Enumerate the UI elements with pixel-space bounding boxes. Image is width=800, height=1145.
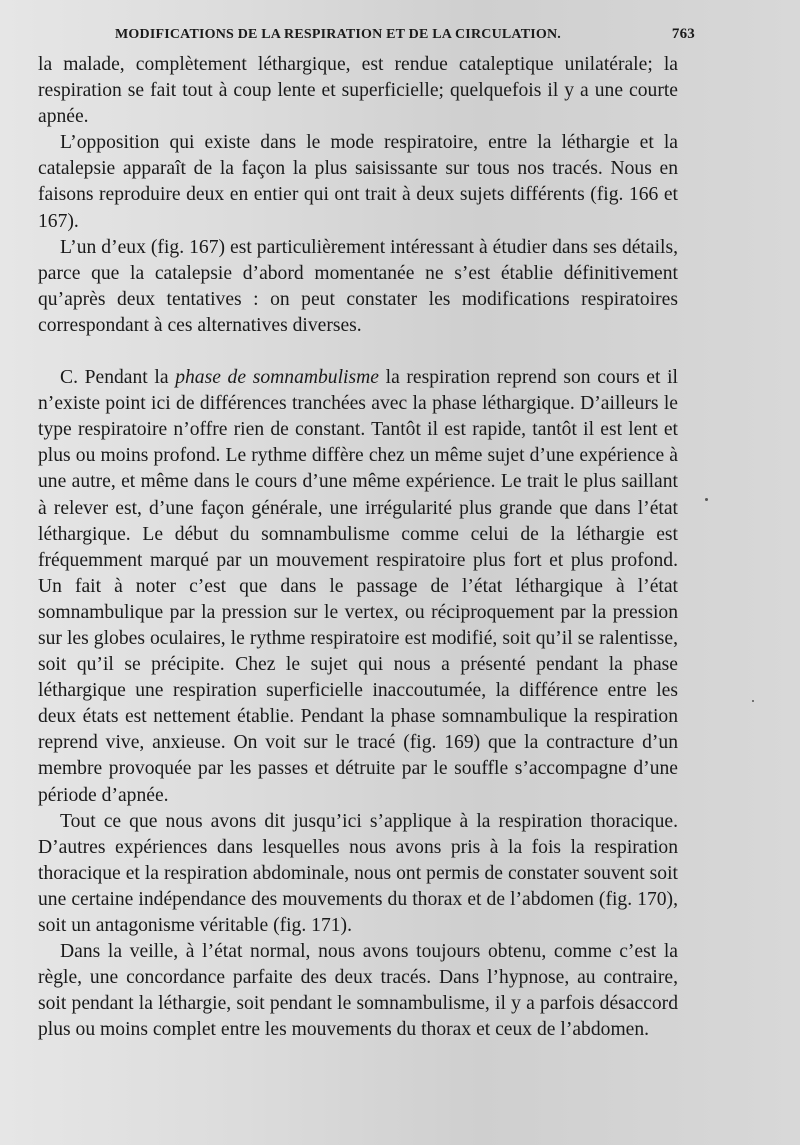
- running-title: MODIFICATIONS DE LA RESPIRATION ET DE LA CIRCULATION.: [115, 27, 561, 42]
- paragraph-4-rest: la respiration reprend son cours et il n’existe point ici de différences tranchées avec la phase léthargique. D’ailleurs le type respiratoire n’offre rien de constant. Tantôt il est rapide, tantôt il est lent et plus ou moins profond. Le rythme diffère chez un même sujet d’une expérience à une autre, et même dans le cours d’une même expérience. Le trait le plus saillant à relever est, d’une façon générale, une irrégularité plus grande que dans l’état léthargique. Le début du somnambulisme comme celui de la léthargie est fréquemment marqué par un mouvement respiratoire plus fort et plus profond. Un fait à noter c’est que dans le passage de l’état léthargique à l’état somnambulique par la pression sur le vertex, ou réciproquement par la pression sur les globes oculaires, le rythme respiratoire est modifié, soit qu’il se ralentisse, soit qu’il se précipite. Chez le sujet qui nous a présenté pendant la phase léthargique une respiration superficielle inaccoutumée, la différence entre les deux états est nettement établie. Pendant la phase somnambulique la respiration reprend vive, anxieuse. On voit sur le tracé (fig. 169) que la contracture d’un membre provoquée par les passes et détruite par le souffle s’accompagne d’une période d’apnée.: [38, 367, 678, 806]
- scan-speck: [705, 498, 708, 501]
- page-number: 763: [671, 26, 695, 42]
- scan-speck: [752, 700, 754, 702]
- paragraph-1: la malade, complètement léthargique, est rendue cataleptique unilatérale; la respiration se fait tout à coup lente et superficielle; quelquefois il y a une courte apnée.: [38, 54, 678, 128]
- paragraph-3: L’un d’eux (fig. 167) est particulièrement intéressant à étudier dans ses détails, parce que la catalepsie d’abord momentanée ne s’est établie définitivement qu’après deux tentatives : on peut constater les modifications respiratoires correspondant à ces alternatives diverses.: [38, 236, 678, 336]
- paragraph-4-emphasis: phase de somnambulisme: [175, 367, 379, 389]
- paragraph-4-lead: C. Pendant la: [60, 367, 176, 389]
- body-text: [38, 52, 678, 1043]
- paragraph-2: L’opposition qui existe dans le mode respiratoire, entre la léthargie et la catalepsie apparaît de la façon la plus saisissante sur tous nos tracés. Nous en faisons reproduire deux en entier qui ont trait à deux sujets différents (fig. 166 et 167).: [38, 132, 678, 232]
- running-header: [115, 26, 695, 43]
- paragraph-6: Dans la veille, à l’état normal, nous avons toujours obtenu, comme c’est la règle, une concordance parfaite des deux tracés. Dans l’hypnose, au contraire, soit pendant la léthargie, soit pendant le somnambulisme, il y a parfois désaccord plus ou moins complet entre les mouvements du thorax et ceux de l’abdomen.: [38, 941, 678, 1041]
- paragraph-4-section-c: [38, 365, 678, 809]
- paragraph-5: Tout ce que nous avons dit jusqu’ici s’applique à la respiration thoracique. D’autres expériences dans lesquelles nous avons pris à la fois la respiration thoracique et la respiration abdominale, nous ont permis de constater souvent soit une certaine indépendance des mouvements du thorax et de l’abdomen (fig. 170), soit un antagonisme véritable (fig. 171).: [38, 810, 678, 936]
